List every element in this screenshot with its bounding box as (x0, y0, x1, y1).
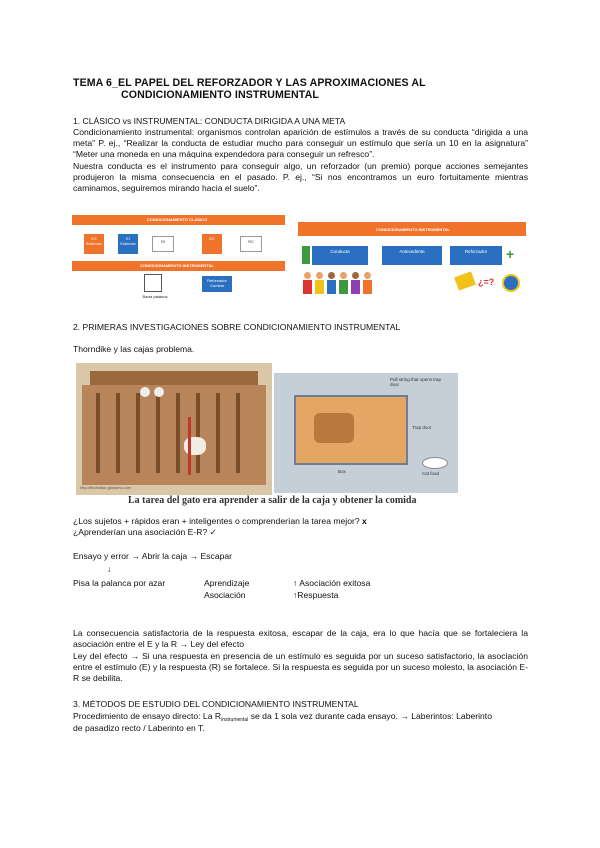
figure-caption: La tarea del gato era aprender a salir de la caja y obtener la comida (128, 495, 417, 506)
plus-icon: + (506, 246, 515, 262)
flow-col2a: Aprendizaje (204, 578, 250, 588)
price-tag-icon (454, 271, 476, 290)
barra-palanca-label: Barra palanca (142, 294, 168, 299)
ec2-box: EC (202, 234, 222, 254)
flow-col1: Pisa la palanca por azar (73, 578, 166, 588)
label-trap-door: Trap door (412, 425, 432, 430)
section2-paragraph2: Ley del efecto → Si una respuesta en presencia de un estímulo es seguida por un suceso satisfactorio, la asociación entre el estímulo (E) y la respuesta (R) se fortalece. Si la respuesta es seguida por un suceso molesto, la asociación E-R se debilita. (73, 651, 528, 684)
label-cat-food: Cat food (422, 471, 440, 476)
flow-line: Ensayo y error → Abrir la caja → Escapar (73, 551, 233, 561)
right-banner-label: CONDICIONAMIENTO INSTRUMENTAL (376, 227, 450, 232)
section3-paragraph1-cont: de pasadizo recto / Laberinto en T. (73, 723, 205, 733)
rc-box: RC (240, 236, 262, 252)
question-2 (73, 527, 217, 538)
section2-subheading: Thorndike y las cajas problema. (73, 344, 195, 354)
flow-col3b: ↑Respuesta (293, 590, 339, 600)
puzzle-box-drawing (76, 363, 272, 495)
figure-instrumental-detail (140, 272, 250, 302)
reforzador-comida-box: Reforzador Comida (202, 276, 232, 292)
section3-text-a: Procedimiento de ensayo directo: La R (73, 711, 222, 721)
question-2-mark: ✓ (209, 527, 217, 537)
label-box: Box (338, 469, 346, 474)
section1-paragraph2: Nuestra conducta es el instrumento para conseguir algo, un reforzador (un premio) porque acciones semejantes produjeron la misma consecuencia en el pasado. P. ej., “Si nos encontramos un euro fortuitamente mientras caminamos, seguiremos mirando hacia el suelo”. (73, 161, 528, 194)
section1-heading: 1. CLÁSICO vs INSTRUMENTAL: CONDUCTA DIRIGIDA A UNA META (73, 116, 346, 126)
award-ribbon-icon (502, 274, 520, 292)
ec-box: EC Estímulo (84, 234, 104, 254)
flow-col3a: ↑ Asociación exitosa (293, 578, 371, 588)
section1-paragraph1: Condicionamiento instrumental: organismos controlan aparición de estímulos a través de su conducta “dirigida a una meta” P. ej., “Realizar la conducta de estudiar mucho para conseguir un estímulo que sería un 10 en la asignatura” “Meter una moneda en una máquina expendedora para conseguir un refresco”. (73, 127, 528, 160)
question-mark-label: ¿=? (478, 277, 495, 287)
cat-food-bowl (422, 457, 448, 469)
label-pull-string: Pull string that opens trap door (390, 377, 442, 387)
question-1-mark: x (362, 516, 367, 526)
antecedente-box: Antecedente (382, 246, 442, 265)
ri-box: RI (152, 236, 174, 252)
left-top-banner-label: CONDICIONAMIENTO CLÁSICO (146, 217, 208, 222)
section2-heading: 2. PRIMERAS INVESTIGACIONES SOBRE CONDICIONAMIENTO INSTRUMENTAL (73, 322, 401, 332)
left-bottom-banner-label: CONDICIONAMIENTO INSTRUMENTAL (140, 263, 214, 268)
image-credit: http://thorndike.globsmo.com (80, 485, 132, 490)
reforzador-box: Reforzador (450, 246, 502, 265)
flow-col2b: Asociación (204, 590, 246, 600)
section3-text-b: se da 1 sola vez durante cada ensayo. → Laberintos: Laberinto (248, 711, 492, 721)
document-title-line2: CONDICIONAMIENTO INSTRUMENTAL (121, 89, 319, 101)
question-2-text: ¿Aprenderían una asociación E-R? (73, 527, 208, 537)
question-1 (73, 516, 367, 527)
figure-instrumental-conditioning (298, 222, 526, 304)
section3-subscript: instrumental (221, 717, 249, 723)
section3-heading: 3. MÉTODOS DE ESTUDIO DEL CONDICIONAMIENTO INSTRUMENTAL (73, 699, 359, 709)
flow-arrow-down: ↓ (107, 564, 112, 574)
section2-paragraph1: La consecuencia satisfactoria de la respuesta exitosa, escapar de la caja, era lo que hacía que se fortaleciera la asociación entre el E y la R → Ley del efecto (73, 628, 528, 650)
document-title-line1: TEMA 6_EL PAPEL DEL REFORZADOR Y LAS APROXIMACIONES AL (73, 77, 426, 89)
puzzle-box-photo (274, 373, 458, 493)
conducta-box: Conducta (312, 246, 368, 265)
children-group-icon (302, 272, 374, 298)
cat-photo (314, 413, 354, 443)
ei-box: EI Estímulo (118, 234, 138, 254)
question-1-text: ¿Los sujetos + rápidos eran + inteligentes o comprenderían la tarea mejor? (73, 516, 360, 526)
